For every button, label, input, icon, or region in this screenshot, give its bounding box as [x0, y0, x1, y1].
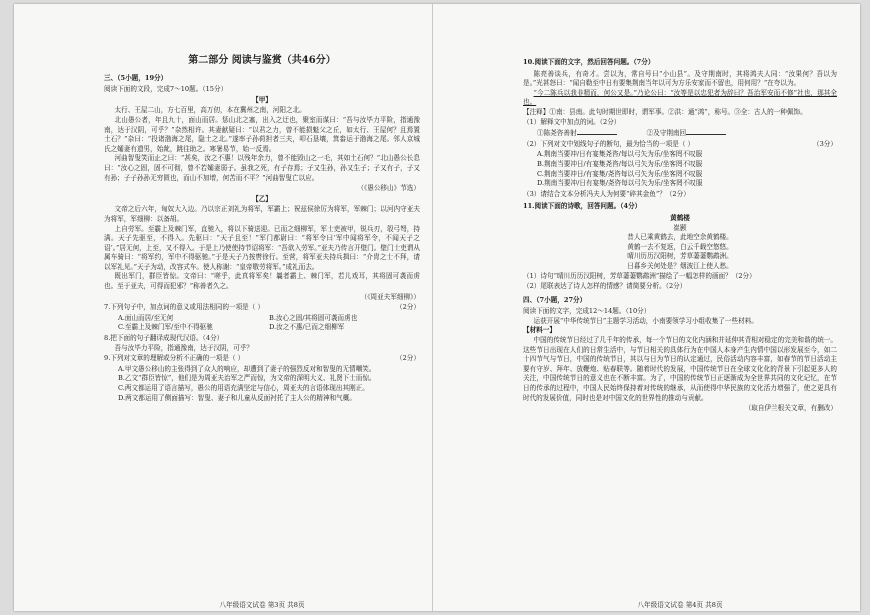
- poem-line: 黄鹤一去不复返，白云千载空悠悠。: [627, 242, 733, 251]
- option[interactable]: D.两文都运用了侧面描写：智叟、妻子和儿童从反面衬托了主人公的精神和气概。: [118, 393, 356, 402]
- question-8-sentence: 吾与汝毕力平险，指通豫南，达于汉阴，可乎？: [114, 343, 254, 352]
- material-1-source: （取自伊兰根关文章，有删改）: [744, 404, 837, 413]
- section-3-heading: 三、（5小题，19分）: [104, 73, 168, 82]
- option[interactable]: D.汝之不惠/已而之细柳军: [269, 323, 345, 332]
- option[interactable]: C.两文都运用了语言描写，愚公的用语充满坚定与信心，周亚夫的言语体现出其刚正。: [118, 384, 369, 392]
- answer-blank[interactable]: [577, 128, 617, 135]
- option[interactable]: B.荆南当要冲日/有宴集尧咨/每以弓矢为乐/坐客罔不叹服: [537, 159, 703, 168]
- question-7-score: （2分）: [396, 303, 420, 312]
- poem-line: 晴川历历汉阳树，芳草萋萋鹦鹉洲。: [627, 252, 733, 261]
- option[interactable]: B.乙文“群臣皆惊”，他们是为周亚夫治军之严而惊，为文帝的深明大义、礼贤下士而惊。: [118, 374, 376, 383]
- q10-sub-2: [523, 140, 837, 150]
- q10-notes: 【注释】①南：县南。此句时期世即时，谓军事。②洪：通“鸿”，称号。③全：古人的一种佩饰。: [523, 107, 807, 116]
- q10-sub-2-score: （3分）: [813, 139, 837, 148]
- section-4-heading: 四、（7小题，27分）: [523, 295, 587, 304]
- source-yi: （《周亚夫军细柳》）: [360, 292, 420, 301]
- yi-paragraph: 既出军门，群臣皆惊。文帝曰：“嗟乎，此真将军矣！曩者霸上、棘门军，若儿戏耳，其将固可袭而虏也。至于亚夫，可得而犯邪？”称善者久之。: [104, 272, 420, 291]
- question-9: [104, 354, 420, 364]
- page-4-footer: 八年级语文试卷 第4页 共8页: [637, 601, 723, 609]
- activity-intro: 运获开展“中华传统节日”主题学习活动，小南要领学习小组收集了一些材料。: [533, 316, 758, 325]
- jia-paragraph: 太行、王屋二山，方七百里，高万仞，本在冀州之南，河阳之北。: [114, 106, 306, 115]
- option[interactable]: D.荆南当要冲/日有宴集/尧咨每以弓矢为乐/坐客罔不叹服: [537, 179, 703, 188]
- material-1-text: 中国的传统节日经过了几千年的传承，每一个节日的文化内涵和并延伸其背相对稳定的完美和谐的统一。这些节日出现在人们的日常生活中，与节日相关的具体行为在中国人本身产生内情中国以形发展至今，如二十四节气与节日，中国的传统节日，其以与日为节日的认定通过，民俗活动内容丰富，如春节的节日活动主要有守岁、拜年、放鞭炮、贴春联等。随着时代的发展，中国传统节日在全球文化化的背景下引起更多人的关注，中国传统节日的意义也在不断丰富。为了，中国的传统节日正逐渐成为全世界共同的文化记忆，在节日的传承的过程中，中国人民始终保持着对传统的继承，从而使得中华民族的文化活力增强了，使之更具有时代的发展价值，同时也是对中国文化的世界性的推动与贡献。: [523, 336, 837, 402]
- q10-item: ①陈尧咨善射: [537, 128, 617, 139]
- jia-paragraph: 北山愚公者，年且九十，面山而居。惩山北之塞，出入之迂也，聚室而谋曰：“吾与汝毕力平险，指通豫南，达于汉阴，可乎？”杂然相许。其妻献疑曰：“以君之力，曾不能损魁父之丘，如太行、王屋何？且焉置土石？”杂曰：“投诸渤海之尾，隐土之北。”遂率子孙荷担者三夫，叩石垦壤，箕畚运于渤海之尾。邻人京城氏之孀妻有遗男，始龀，跳往助之。寒暑易节，始一反焉。: [104, 115, 420, 153]
- q10-passage: 陈亮善谈兵，有奇才。尝以为，常自号曰“小山县”。及守荆南时，其将鸿夫人同：“汝果何？吾以为是。”光甚怒曰：“闻自勒至中日有要集荆南当年以可为方乐安家而不留也，用何用？”在夸以为。: [523, 69, 837, 88]
- poem-title: 黄鹤楼: [670, 213, 690, 222]
- q10-sub-2-options: [537, 150, 837, 188]
- yi-paragraph: 上自劳军。至霸上及棘门军，直驰入，将以下骑送迎。已而之细柳军，军士吏被甲，锐兵刃，彀弓弩，持满。天子先驱至，不得入。先驱曰：“天子且至！”军门都尉曰：“将军令曰‘军中闻将军令，不闻天子之诏’。”居无何，上至，又不得入。于是上乃使使持节诏将军：“吾欲入劳军。”亚夫乃传言开壁门。壁门士吏谓从属车骑曰：“将军约，军中不得驱驰。”于是天子乃按辔徐行。至营，将军亚夫持兵揖曰：“介胄之士不拜，请以军礼见。”天子为动，改容式车。使人称谢：“皇帝敬劳将军。”成礼而去。: [104, 224, 420, 271]
- question-10: 10.阅读下面的文字，然后回答问题。（7分）: [523, 58, 655, 66]
- source-jia: （《愚公移山》节选）: [357, 184, 420, 193]
- question-7-options: [118, 314, 420, 333]
- part-title: 第二部分 阅读与鉴赏（共46分）: [188, 55, 336, 66]
- answer-blank[interactable]: [686, 128, 726, 135]
- question-9-score: （2分）: [396, 354, 420, 363]
- poem-line: 日暮乡关何处是？烟波江上使人愁。: [627, 261, 733, 270]
- page-3-footer: 八年级语文试卷 第3页 共8页: [219, 601, 305, 609]
- label-jia: 【甲】: [252, 95, 272, 104]
- q10-sub-1-items: [537, 128, 837, 139]
- page-4: [523, 56, 837, 415]
- q10-passage-underlined: “今二陈兵以我非精而，何公又是。”乃论公曰：“汝等是以忠犯者为辞曰？吾治军安而不修”社也，那其全也。: [523, 88, 837, 107]
- question-9-text: 9.下列对文章的理解或分析不正确的一项是（ ）: [104, 354, 245, 363]
- poem-author: 崔颢: [673, 223, 687, 232]
- option[interactable]: A.荆南当要冲/日有宴集尧咨/每以弓矢为乐/坐客罔不叹服: [537, 150, 703, 159]
- yi-paragraph: 文帝之后六年，匈奴大入边。乃以宗正刘礼为将军，军霸上；祝兹侯徐厉为将军，军棘门；以河内守亚夫为将军，军细柳：以备胡。: [104, 205, 420, 223]
- q10-item: ②及守荆南回: [647, 128, 727, 139]
- poem-line: 昔人已乘黄鹤去，此地空余黄鹤楼。: [627, 233, 733, 242]
- question-11: 11.阅读下面的诗歌，回答问题。（4分）: [523, 202, 642, 211]
- q11-sub-1: （1）诗句“晴川历历汉阳树，芳草萋萋鹦鹉洲”描绘了一幅怎样的画面？（2分）: [523, 272, 756, 281]
- page-3: [104, 0, 420, 404]
- option[interactable]: C.至霸上及棘门军/至中不得驱驰: [118, 323, 213, 332]
- option[interactable]: A.面山而居/至无何: [118, 313, 174, 322]
- q10-sub-1: （1）解释文中加点的词。（2分）: [523, 117, 621, 126]
- option[interactable]: C.荆南当要冲日/有宴集/尧咨每以弓矢为乐/坐客罔不叹服: [537, 169, 703, 178]
- option[interactable]: A.甲文愚公移山的主张得到了众人的响应，却遭到了妻子的强烈反对和智叟的无情嘲笑。: [118, 364, 376, 373]
- question-7-text: 7.下列句子中，加点词的意义或用法相同的一项是（ ）: [104, 303, 265, 312]
- question-7: [104, 303, 420, 313]
- material-1-label: 【材料一】: [523, 326, 556, 335]
- q10-sub-3: （3）请结合文本分析冯夫人为何要“碎其金鱼”？（2分）: [523, 189, 690, 198]
- jia-paragraph: 河曲智叟笑而止之曰：“甚矣，汝之不惠！以残年余力，曾不能毁山之一毛，其如土石何？”北山愚公长息曰：“汝心之固，固不可彻，曾不若孀妻弱子。虽我之死，有子存焉；子又生孙，孙又生子；子又有子，子又有孙；子子孙孙无穷匮也，而山不加增，何苦而不平？”河曲智叟亡以应。: [104, 154, 420, 182]
- page-fold: [432, 4, 433, 611]
- q10-sub-2-text: （2）下列对文中划线句子的断句，最为恰当的一项是（ ）: [523, 139, 695, 148]
- instruction-7-10: 阅读下面的文段，完成7～10题。（15分）: [104, 85, 228, 94]
- label-yi: 【乙】: [252, 194, 272, 203]
- q11-sub-2: （2）尾联表达了诗人怎样的情感？请简要分析。（2分）: [523, 282, 687, 291]
- question-8: 8.把下面的句子翻译成现代汉语。（4分）: [104, 334, 224, 343]
- option[interactable]: B.汝心之固/其将固可袭而虏也: [269, 313, 358, 322]
- poem: [523, 214, 837, 272]
- instruction-12-14: 阅读下面的文字，完成12～14题。（10分）: [523, 307, 651, 316]
- question-9-options: [118, 365, 420, 403]
